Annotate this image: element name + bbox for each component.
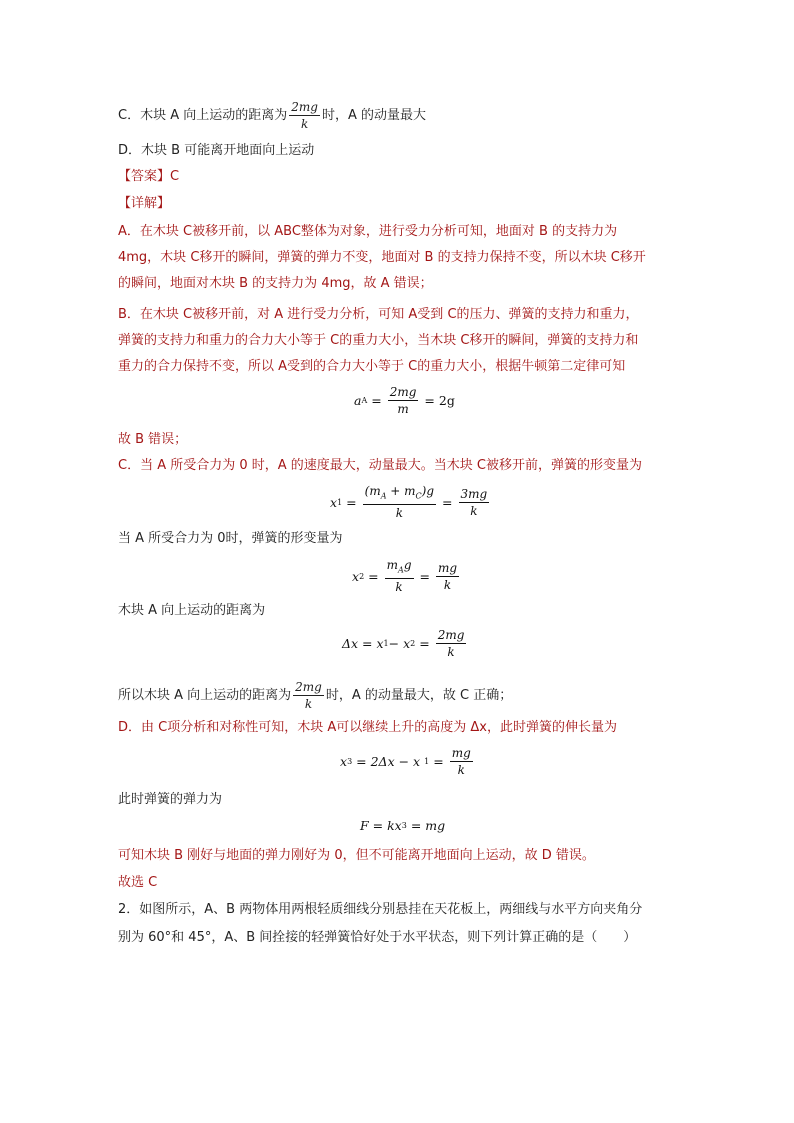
eq2-fraction-2 xyxy=(459,487,490,518)
equation-x2 xyxy=(352,558,461,594)
option-c-den: k xyxy=(300,117,309,131)
analysis-d-line-3: 可知木块 B 刚好与地面的弹力刚好为 0，但不可能离开地面向上运动，故 D 错误。 xyxy=(118,848,595,863)
eq3-lhs: x xyxy=(352,568,360,584)
eq2-num1-a: (m xyxy=(364,484,381,498)
option-c-num: 2mg xyxy=(291,100,318,114)
eq6-lhs: F = kx xyxy=(360,818,402,833)
c4-fraction xyxy=(293,680,324,711)
option-d: D．木块 B 可能离开地面向上运动 xyxy=(118,143,315,158)
eq3-sub: 2 xyxy=(359,571,365,581)
eq2-sub: 1 xyxy=(337,497,343,507)
eq3-equals-1: = xyxy=(368,568,379,584)
eq1-equals: = xyxy=(371,393,382,408)
option-c-pre: C．木块 A 向上运动的距离为 xyxy=(118,108,288,123)
eq4-num: 2mg xyxy=(437,628,465,642)
eq3-den-2: k xyxy=(443,577,452,592)
c4-den: k xyxy=(304,697,313,711)
eq2-lhs: x xyxy=(330,494,338,510)
analysis-a-line-2: 4mg，木块 C移开的瞬间，弹簧的弹力不变，地面对 B 的支持力保持不变，所以木块 C移开 xyxy=(118,250,646,265)
eq2-fraction-1 xyxy=(363,484,436,520)
eq1-rhs: = 2g xyxy=(424,393,455,408)
analysis-c-line-1: C．当 A 所受合力为 0 时，A 的速度最大，动量最大。当木块 C被移开前，弹簧的形变量为 xyxy=(118,458,643,473)
eq5-sub: 3 xyxy=(347,757,353,766)
c4-pre: 所以木块 A 向上运动的距离为 xyxy=(118,688,292,703)
option-c-post: 时，A 的动量最大 xyxy=(321,108,426,123)
eq4-fraction xyxy=(436,628,467,659)
eq5-equals: = xyxy=(433,754,444,769)
eq1-den: m xyxy=(397,402,409,416)
eq6-sub: 3 xyxy=(401,821,407,830)
analysis-a-line-1: A．在木块 C被移开前，以 ABC整体为对象，进行受力分析可知，地面对 B 的支持力为 xyxy=(118,224,618,239)
eq2-num1-subC: C xyxy=(415,491,422,501)
eq5-mid: = 2Δx − x xyxy=(356,754,421,769)
eq2-equals-1: = xyxy=(346,494,357,510)
eq1-num: 2mg xyxy=(389,385,417,399)
analysis-c-line-3: 木块 A 向上运动的距离为 xyxy=(118,603,266,618)
analysis-c-line-4 xyxy=(118,680,512,711)
eq6-rhs: = mg xyxy=(410,818,446,833)
eq4-equals: = xyxy=(419,636,430,651)
equation-force xyxy=(360,818,449,833)
eq3-fraction-2 xyxy=(436,561,459,592)
eq3-num1-m: m xyxy=(386,558,399,572)
eq4-sub2: 2 xyxy=(410,639,416,648)
eq4-lhs: Δx = x xyxy=(342,636,384,651)
c4-post: 时，A 的动量最大，故 C 正确； xyxy=(325,688,513,703)
c4-num: 2mg xyxy=(295,680,322,694)
eq3-num1-g: g xyxy=(403,558,412,572)
eq3-equals-2: = xyxy=(419,568,430,584)
analysis-d-line-2: 此时弹簧的弹力为 xyxy=(118,792,223,807)
eq2-equals-2: = xyxy=(442,494,453,510)
eq2-den-2: k xyxy=(470,503,478,518)
answer-line: 【答案】C xyxy=(118,169,180,184)
eq2-num1-rest: )g xyxy=(421,484,435,498)
eq1-sub: A xyxy=(361,396,368,405)
eq4-den: k xyxy=(447,645,455,659)
equation-x3 xyxy=(340,746,475,777)
equation-delta-x xyxy=(342,628,468,659)
eq2-den-1: k xyxy=(395,506,403,521)
eq2-num-2: 3mg xyxy=(460,486,488,501)
equation-x1 xyxy=(330,484,491,520)
analysis-b-conclusion: 故 B 错误； xyxy=(118,432,188,447)
analysis-c-line-2: 当 A 所受合力为 0时，弹簧的形变量为 xyxy=(118,531,343,546)
analysis-d-line-1: D．由 C项分析和对称性可知，木块 A可以继续上升的高度为 Δx，此时弹簧的伸长量为 xyxy=(118,720,617,735)
eq5-sub1: 1 xyxy=(424,757,430,766)
option-c-fraction xyxy=(289,100,320,131)
eq2-num1-subA: A xyxy=(380,491,387,501)
eq3-num1-subA: A xyxy=(398,565,404,575)
detail-heading: 【详解】 xyxy=(118,196,171,211)
eq5-lhs: x xyxy=(340,754,348,769)
eq3-fraction-1 xyxy=(385,558,414,594)
analysis-b-line-1: B．在木块 C被移开前，对 A 进行受力分析，可知 A受到 C的压力、弹簧的支持力和重力， xyxy=(118,307,639,322)
eq3-num-1 xyxy=(385,558,414,579)
option-c xyxy=(118,100,426,131)
choose-answer: 故选 C xyxy=(118,875,158,890)
eq1-fraction xyxy=(388,385,419,416)
equation-acceleration xyxy=(354,385,459,416)
eq2-num1-plus: + m xyxy=(386,484,416,498)
question-2-line-2: 别为 60°和 45°，A、B 间拴接的轻弹簧恰好处于水平状态，则下列计算正确的是（ ） xyxy=(118,930,637,945)
question-2-line-1: 2．如图所示，A、B 两物体用两根轻质细线分别悬挂在天花板上，两细线与水平方向夹角分 xyxy=(118,902,643,917)
eq1-lhs: a xyxy=(354,393,362,408)
analysis-b-line-2: 弹簧的支持力和重力的合力大小等于 C的重力大小，当木块 C移开的瞬间，弹簧的支持力和 xyxy=(118,333,639,348)
eq4-minus: − x xyxy=(388,636,411,651)
eq5-fraction xyxy=(450,746,473,777)
analysis-a-line-3: 的瞬间，地面对木块 B 的支持力为 4mg，故 A 错误； xyxy=(118,276,433,291)
eq4-sub1: 1 xyxy=(383,639,389,648)
eq2-num-1 xyxy=(363,484,436,505)
analysis-b-line-3: 重力的合力保持不变，所以 A受到的合力大小等于 C的重力大小，根据牛顿第二定律可知 xyxy=(118,359,626,374)
eq5-den: k xyxy=(457,763,465,777)
eq3-num-2: mg xyxy=(437,560,458,575)
eq3-den-1: k xyxy=(395,580,403,595)
eq5-num: mg xyxy=(451,746,471,760)
